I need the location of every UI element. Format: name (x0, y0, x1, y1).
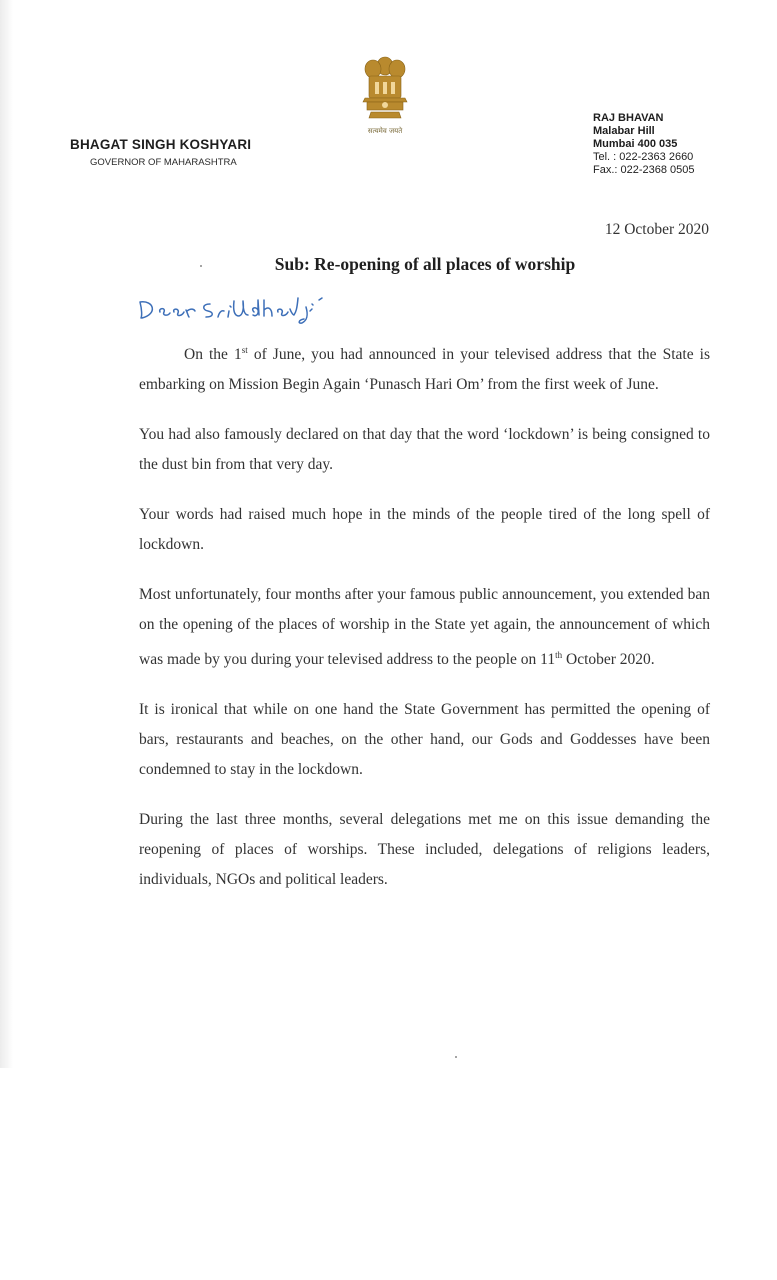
telephone: Tel. : 022-2363 2660 (593, 151, 694, 163)
paragraph-1-superscript: st (241, 345, 248, 355)
handwritten-salutation (136, 290, 336, 326)
letter-body (139, 335, 710, 915)
address-line-3: Mumbai 400 035 (593, 138, 678, 150)
paragraph-4-superscript: th (555, 650, 563, 661)
address-block (593, 112, 695, 177)
paragraph-4-start: Most unfortunately, four months after your famous public announcement, you extended ban on the opening of the places of worship in the State yet again, the announcement of which was made by you during your televised address to the people on 11 (139, 586, 710, 669)
paragraph-3: Your words had raised much hope in the minds of the people tired of the long spell of lockdown. (139, 506, 710, 554)
paragraph-4-rest: October 2020. (562, 651, 655, 669)
scan-edge-shadow (0, 0, 13, 1068)
sender-name: BHAGAT SINGH KOSHYARI (70, 137, 252, 152)
scan-speck (455, 1056, 457, 1058)
state-emblem-icon (355, 52, 415, 122)
letter-date: 12 October 2020 (604, 221, 709, 238)
paragraph-4 (139, 580, 710, 675)
emblem-motto: सत्यमेव जयते (367, 127, 403, 135)
subject-line: Sub: Re-opening of all places of worship (274, 254, 576, 274)
address-line-1: RAJ BHAVAN (593, 112, 664, 124)
paragraph-2: You had also famously declared on that day that the word ‘lockdown’ is being consigned to the dust bin from that very day. (139, 426, 710, 474)
paragraph-1-rest: of June, you had announced in your televised address that the State is embarking on Mission Begin Again ‘Punasch Hari Om’ from the first week of June. (139, 346, 710, 394)
sender-title: GOVERNOR OF MAHARASHTRA (90, 157, 237, 168)
paragraph-1-start: On the 1 (184, 346, 242, 364)
paragraph-5: It is ironical that while on one hand the State Government has permitted the opening of bars, restaurants and beaches, on the other hand, our Gods and Goddesses have been condemned to stay in the lockdown. (139, 701, 710, 779)
paragraph-1 (139, 335, 710, 400)
fax: Fax.: 022-2368 0505 (593, 164, 695, 176)
address-line-2: Malabar Hill (593, 125, 655, 137)
paragraph-6: During the last three months, several delegations met me on this issue demanding the reopening of places of worships. These included, delegations of religions leaders, individuals, NGOs and political leaders. (139, 811, 710, 889)
sender-block (70, 137, 251, 168)
